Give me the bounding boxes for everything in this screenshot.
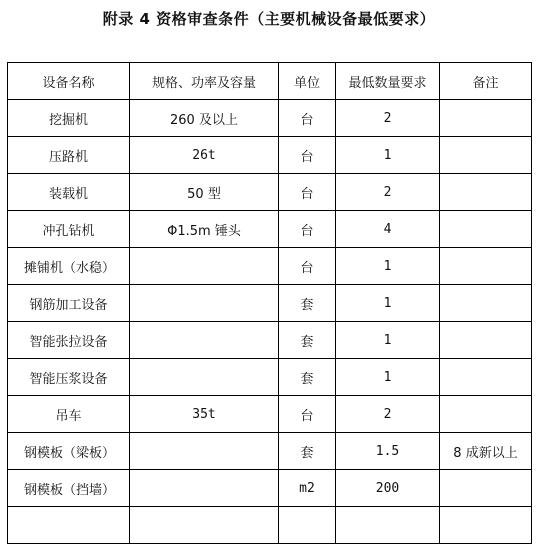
cell-name: 压路机	[8, 137, 130, 174]
cell-name: 钢模板（挡墙）	[8, 470, 130, 507]
cell-note	[440, 507, 532, 544]
cell-qty: 2	[336, 100, 440, 137]
cell-unit: 台	[279, 174, 336, 211]
cell-note	[440, 359, 532, 396]
equipment-table	[7, 62, 532, 544]
cell-unit: 台	[279, 137, 336, 174]
cell-qty: 1	[336, 248, 440, 285]
table-header-row	[8, 63, 532, 100]
cell-unit: 套	[279, 359, 336, 396]
cell-unit: 套	[279, 285, 336, 322]
cell-name: 装载机	[8, 174, 130, 211]
cell-unit: 套	[279, 433, 336, 470]
table-row	[8, 359, 532, 396]
cell-qty: 2	[336, 396, 440, 433]
header-min-quantity: 最低数量要求	[336, 63, 440, 100]
cell-note	[440, 137, 532, 174]
table-row	[8, 100, 532, 137]
cell-unit: 台	[279, 248, 336, 285]
cell-spec	[130, 470, 279, 507]
cell-note	[440, 248, 532, 285]
cell-name: 摊铺机（水稳）	[8, 248, 130, 285]
cell-spec	[130, 248, 279, 285]
cell-spec	[130, 322, 279, 359]
cell-spec: 260 及以上	[130, 100, 279, 137]
cell-qty: 1.5	[336, 433, 440, 470]
cell-note	[440, 174, 532, 211]
table-row	[8, 174, 532, 211]
header-equipment-name: 设备名称	[8, 63, 130, 100]
cell-unit: 台	[279, 211, 336, 248]
cell-qty: 1	[336, 285, 440, 322]
cell-qty	[336, 507, 440, 544]
cell-note	[440, 211, 532, 248]
cell-spec	[130, 433, 279, 470]
cell-spec: 26t	[130, 137, 279, 174]
cell-name: 智能张拉设备	[8, 322, 130, 359]
cell-spec: Φ1.5m 锤头	[130, 211, 279, 248]
header-note: 备注	[440, 63, 532, 100]
table-row	[8, 285, 532, 322]
cell-name: 挖掘机	[8, 100, 130, 137]
cell-note	[440, 100, 532, 137]
cell-qty: 1	[336, 322, 440, 359]
cell-unit: 台	[279, 396, 336, 433]
table-row	[8, 137, 532, 174]
header-unit: 单位	[279, 63, 336, 100]
cell-qty: 2	[336, 174, 440, 211]
cell-qty: 4	[336, 211, 440, 248]
cell-note	[440, 396, 532, 433]
cell-spec	[130, 507, 279, 544]
cell-note	[440, 285, 532, 322]
cell-spec: 35t	[130, 396, 279, 433]
cell-name	[8, 507, 130, 544]
table-row	[8, 322, 532, 359]
table-row	[8, 507, 532, 544]
table-row	[8, 470, 532, 507]
cell-spec: 50 型	[130, 174, 279, 211]
cell-name: 钢模板（梁板）	[8, 433, 130, 470]
cell-qty: 1	[336, 137, 440, 174]
cell-unit: m2	[279, 470, 336, 507]
cell-unit: 台	[279, 100, 336, 137]
cell-note	[440, 322, 532, 359]
cell-unit	[279, 507, 336, 544]
table-row	[8, 433, 532, 470]
cell-name: 冲孔钻机	[8, 211, 130, 248]
cell-name: 吊车	[8, 396, 130, 433]
table-row	[8, 211, 532, 248]
cell-note: 8 成新以上	[440, 433, 532, 470]
cell-unit: 套	[279, 322, 336, 359]
cell-name: 钢筋加工设备	[8, 285, 130, 322]
table-row	[8, 396, 532, 433]
cell-qty: 200	[336, 470, 440, 507]
cell-note	[440, 470, 532, 507]
cell-spec	[130, 359, 279, 396]
cell-spec	[130, 285, 279, 322]
header-spec: 规格、功率及容量	[130, 63, 279, 100]
table-row	[8, 248, 532, 285]
page-title: 附录 4 资格审查条件（主要机械设备最低要求）	[102, 10, 436, 28]
cell-qty: 1	[336, 359, 440, 396]
cell-name: 智能压浆设备	[8, 359, 130, 396]
